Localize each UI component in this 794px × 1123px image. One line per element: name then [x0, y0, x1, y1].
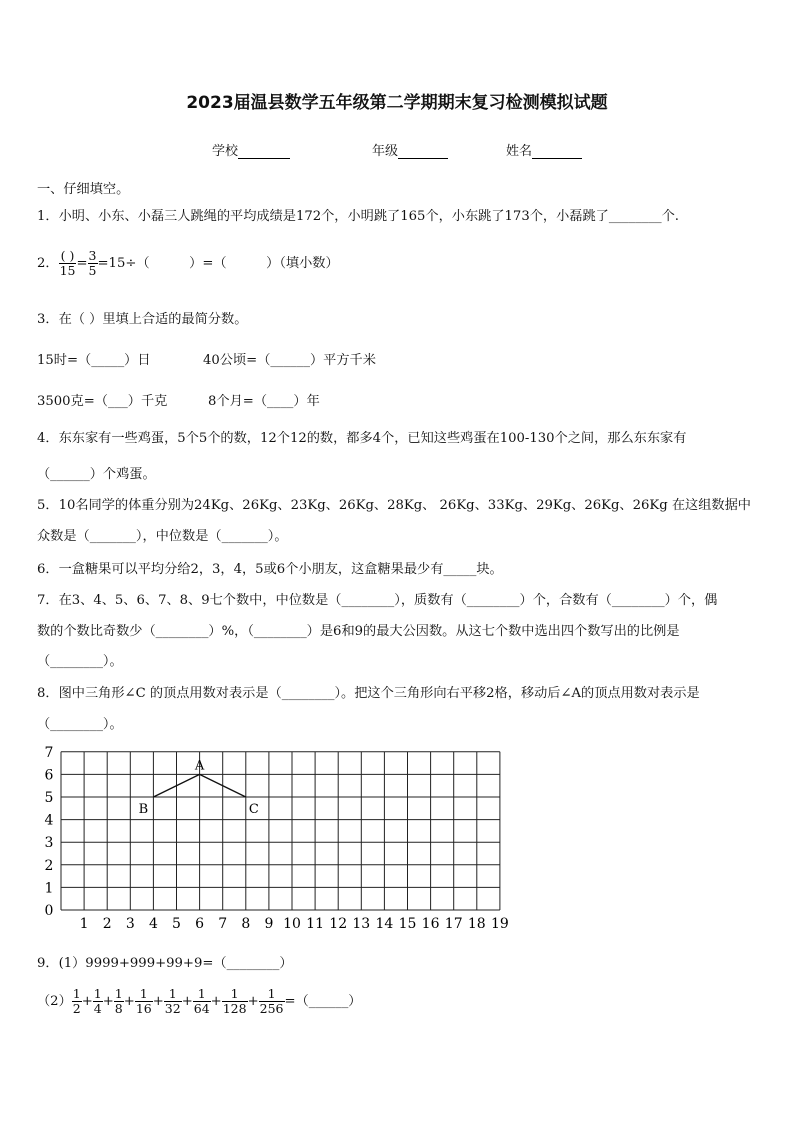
question-5-line2: 众数是（_______），中位数是（_______）。 — [37, 529, 288, 544]
fraction-denominator: 8 — [114, 1001, 123, 1016]
school-blank[interactable] — [238, 158, 290, 159]
plus-sign: + — [181, 994, 193, 1009]
q2-frac1-numerator: ( ) — [59, 249, 77, 264]
unit-fraction — [72, 987, 82, 1016]
x-axis-tick-label: 10 — [283, 916, 301, 932]
unit-fraction — [93, 987, 103, 1016]
page-title: 2023届温县数学五年级第二学期期末复习检测模拟试题 — [186, 93, 608, 113]
q3-item-hours: 15时=（_____）日 — [37, 353, 151, 368]
q2-rest: =15÷（ ）=（ ）（填小数） — [97, 256, 339, 271]
fraction-numerator: 1 — [259, 987, 285, 1002]
coordinate-grid — [37, 742, 507, 936]
unit-fraction — [114, 987, 124, 1016]
x-axis-tick-label: 5 — [172, 916, 181, 932]
question-4-line1: 4．东东家有一些鸡蛋，5个5个的数，12个12的数，都多4个，已知这些鸡蛋在100-130个之间，那么东东家有 — [37, 431, 687, 446]
x-axis-tick-label: 8 — [241, 916, 251, 932]
x-axis-tick-label: 3 — [125, 916, 135, 932]
q3-item-hectares: 40公顷=（______）平方千米 — [203, 353, 376, 368]
x-axis-tick-label: 4 — [148, 916, 158, 932]
x-axis-tick-label: 17 — [444, 916, 463, 932]
y-axis-tick-label: 6 — [44, 767, 54, 784]
section-heading: 一、仔细填空。 — [37, 182, 130, 197]
x-axis-tick-label: 14 — [375, 916, 394, 932]
question-3: 3．在（ ）里填上合适的最简分数。 — [37, 312, 248, 327]
school-label: 学校 — [212, 144, 239, 159]
fraction-numerator: 1 — [72, 986, 81, 1001]
x-axis-tick-label: 16 — [421, 916, 440, 932]
fraction-numerator: 1 — [193, 987, 211, 1002]
q3-item-grams: 3500克=（___）千克 — [37, 394, 168, 409]
name-blank[interactable] — [532, 158, 582, 159]
question-8-line2: （________）。 — [37, 717, 123, 732]
fraction-numerator: 1 — [164, 987, 182, 1002]
x-axis-tick-label: 2 — [102, 916, 112, 932]
question-8-line1: 8．图中三角形∠C 的顶点用数对表示是（________）。把这个三角形向右平移2格，移动后∠A的顶点用数对表示是 — [37, 686, 700, 701]
x-axis-tick-label: 11 — [306, 916, 325, 932]
fraction-denominator: 32 — [164, 1001, 181, 1016]
x-axis-tick-label: 1 — [79, 916, 89, 932]
x-axis-tick-label: 15 — [398, 916, 417, 932]
fraction-denominator: 2 — [72, 1001, 81, 1016]
q2-fraction-2 — [88, 249, 98, 278]
question-7-line2: 数的个数比奇数少（________）%，（________）是6和9的最大公因数。从这七个数中选出四个数写出的比例是 — [37, 624, 680, 639]
q2-equals: = — [76, 256, 88, 271]
unit-fraction — [222, 987, 248, 1016]
x-axis-tick-label: 9 — [264, 916, 274, 932]
plus-sign: + — [152, 994, 164, 1009]
name-label: 姓名 — [506, 144, 533, 159]
y-axis-tick-label: 4 — [44, 812, 54, 829]
q2-frac2-numerator: 3 — [88, 248, 97, 263]
fraction-numerator: 1 — [93, 986, 102, 1001]
grid-figure — [37, 742, 507, 932]
x-axis-tick-label: 13 — [352, 916, 371, 932]
fraction-numerator: 1 — [222, 987, 248, 1002]
fraction-denominator: 256 — [259, 1001, 284, 1016]
question-1: 1．小明、小东、小磊三人跳绳的平均成绩是172个，小明跳了165个，小东跳了173个，小磊跳了________个. — [37, 209, 679, 224]
q3-item-months: 8个月=（____）年 — [208, 394, 320, 409]
q9-2-prefix: （2） — [37, 994, 72, 1009]
y-axis-tick-label: 5 — [44, 790, 54, 806]
q2-frac1-denominator: 15 — [59, 263, 76, 278]
fraction-denominator: 4 — [93, 1001, 102, 1016]
unit-fraction — [259, 987, 285, 1016]
school-field — [212, 140, 290, 159]
vertex-label-a: A — [194, 758, 205, 774]
fraction-numerator: 1 — [114, 986, 123, 1001]
question-4-line2: （______）个鸡蛋。 — [37, 467, 156, 482]
unit-fraction — [193, 987, 211, 1016]
vertex-label-c: C — [248, 802, 259, 817]
question-7-line1: 7．在3、4、5、6、7、8、9七个数中，中位数是（________），质数有（________）个，合数有（________）个，偶 — [37, 593, 718, 608]
y-axis-tick-label: 0 — [44, 903, 54, 919]
x-axis-tick-label: 7 — [218, 916, 228, 932]
y-axis-tick-label: 7 — [44, 744, 54, 761]
vertex-label-b: B — [138, 802, 149, 817]
grade-label: 年级 — [372, 144, 399, 159]
question-2 — [37, 246, 339, 282]
fraction-denominator: 64 — [193, 1001, 210, 1016]
question-6: 6．一盒糖果可以平均分给2，3，4，5或6个小朋友，这盒糖果最少有_____块。 — [37, 562, 503, 577]
grade-field — [372, 140, 448, 159]
question-7-line3: （________）。 — [37, 654, 123, 669]
grade-blank[interactable] — [398, 158, 448, 159]
unit-fraction — [135, 987, 153, 1016]
y-axis-tick-label: 3 — [44, 835, 54, 852]
fraction-denominator: 128 — [222, 1001, 247, 1016]
q2-fraction-1 — [59, 249, 77, 278]
fraction-denominator: 16 — [135, 1001, 152, 1016]
question-9-part1: 9．(1）9999+999+99+9=（________） — [37, 956, 293, 971]
x-axis-tick-label: 18 — [467, 916, 486, 932]
unit-fraction — [164, 987, 182, 1016]
plus-sign: + — [210, 994, 222, 1009]
x-axis-tick-label: 6 — [195, 916, 205, 932]
plus-sign: + — [102, 994, 114, 1009]
x-axis-tick-label: 19 — [490, 916, 509, 932]
x-axis-tick-label: 12 — [329, 916, 348, 932]
y-axis-tick-label: 2 — [44, 857, 54, 874]
question-5-line1: 5．10名同学的体重分别为24Kg、26Kg、23Kg、26Kg、28Kg、 26Kg、33Kg、29Kg、26Kg、26Kg 在这组数据中 — [37, 498, 751, 513]
plus-sign: + — [247, 994, 259, 1009]
plus-sign: + — [123, 994, 135, 1009]
fraction-numerator: 1 — [135, 987, 153, 1002]
name-field — [506, 140, 582, 159]
y-axis-tick-label: 1 — [44, 880, 54, 897]
q9-2-answer-blank: =（______） — [284, 994, 362, 1009]
q2-frac2-denominator: 5 — [88, 263, 97, 278]
q2-number: 2． — [37, 256, 59, 271]
plus-sign: + — [81, 994, 93, 1009]
question-9-part2 — [37, 984, 362, 1020]
